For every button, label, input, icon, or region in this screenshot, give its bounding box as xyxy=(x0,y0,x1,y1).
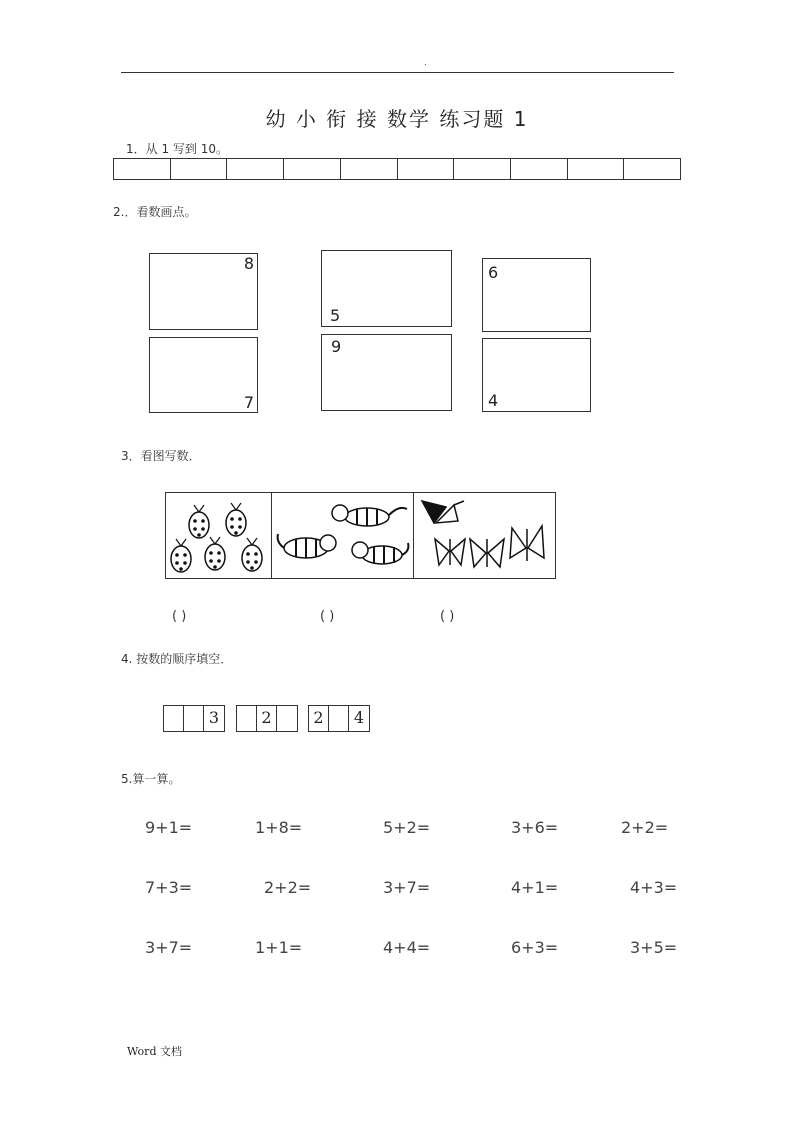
question-2-label: 2.．看数画点。 xyxy=(113,205,197,219)
box-number: 5 xyxy=(330,306,341,325)
page-title: 幼 小 衔 接 数学 练习题 1 xyxy=(265,107,529,131)
dot-box-6[interactable] xyxy=(482,258,591,332)
cat-icon xyxy=(272,493,413,578)
question-1-label: 1．从 1 写到 10。 xyxy=(126,142,228,156)
sequence-cell[interactable] xyxy=(329,706,349,731)
butterfly-panel xyxy=(414,493,555,578)
ladybug-panel xyxy=(166,493,272,578)
equation: 3+7= xyxy=(145,938,193,957)
sequence-cell[interactable] xyxy=(164,706,184,731)
equation: 2+2= xyxy=(264,878,312,897)
header-dot: . xyxy=(424,58,427,68)
equation: 4+3= xyxy=(630,878,678,897)
sequence-cell: 2 xyxy=(309,706,329,731)
dot-box-4[interactable] xyxy=(482,338,591,412)
question-4-label: 4. 按数的顺序填空． xyxy=(121,652,233,666)
equation: 2+2= xyxy=(621,818,669,837)
question-5-label: 5.算一算。 xyxy=(121,772,181,786)
dot-box-8[interactable] xyxy=(149,253,258,330)
write-cell[interactable] xyxy=(114,159,171,179)
equation: 1+8= xyxy=(255,818,303,837)
box-number: 9 xyxy=(331,337,342,356)
ladybug-icon xyxy=(166,493,271,578)
sequence-cell: 2 xyxy=(257,706,277,731)
equation: 6+3= xyxy=(511,938,559,957)
dot-box-7[interactable] xyxy=(149,337,258,413)
animal-picture-strip xyxy=(165,492,556,579)
equation: 3+7= xyxy=(383,878,431,897)
sequence-cell: 4 xyxy=(353,708,365,727)
box-number: 4 xyxy=(488,391,499,410)
butterfly-icon xyxy=(414,493,555,578)
write-cell[interactable] xyxy=(624,159,680,179)
write-cell[interactable] xyxy=(227,159,284,179)
sequence-group-2[interactable] xyxy=(236,705,298,732)
dot-box-9[interactable] xyxy=(321,334,452,411)
sequence-group-3[interactable] xyxy=(308,705,370,732)
header-rule xyxy=(121,72,674,73)
write-cell[interactable] xyxy=(341,159,398,179)
sequence-group-1[interactable] xyxy=(163,705,225,732)
sequence-cell: 3 xyxy=(208,708,220,727)
equation: 3+6= xyxy=(511,818,559,837)
footer-text: Word 文档 xyxy=(127,1045,182,1058)
answer-blank-butterflies[interactable]: ( ) xyxy=(440,609,455,624)
write-cell[interactable] xyxy=(171,159,228,179)
sequence-cell[interactable] xyxy=(277,706,297,731)
answer-blank-cats[interactable]: ( ) xyxy=(320,609,335,624)
question-3-label: 3．看图写数． xyxy=(121,449,201,463)
equation: 3+5= xyxy=(630,938,678,957)
write-cell[interactable] xyxy=(454,159,511,179)
box-number: 7 xyxy=(243,393,254,412)
equation: 9+1= xyxy=(145,818,193,837)
equation: 4+1= xyxy=(511,878,559,897)
box-number: 8 xyxy=(243,254,254,273)
equation: 5+2= xyxy=(383,818,431,837)
write-cell[interactable] xyxy=(398,159,455,179)
box-number: 6 xyxy=(488,263,499,282)
cat-panel xyxy=(272,493,414,578)
equation: 4+4= xyxy=(383,938,431,957)
equation: 1+1= xyxy=(255,938,303,957)
write-1-to-10-grid[interactable] xyxy=(113,158,681,180)
sequence-cell[interactable] xyxy=(237,706,257,731)
equation: 7+3= xyxy=(145,878,193,897)
write-cell[interactable] xyxy=(511,159,568,179)
write-cell[interactable] xyxy=(284,159,341,179)
sequence-cell[interactable] xyxy=(184,706,204,731)
dot-box-5[interactable] xyxy=(321,250,452,327)
write-cell[interactable] xyxy=(568,159,625,179)
answer-blank-ladybugs[interactable]: ( ) xyxy=(172,609,187,624)
